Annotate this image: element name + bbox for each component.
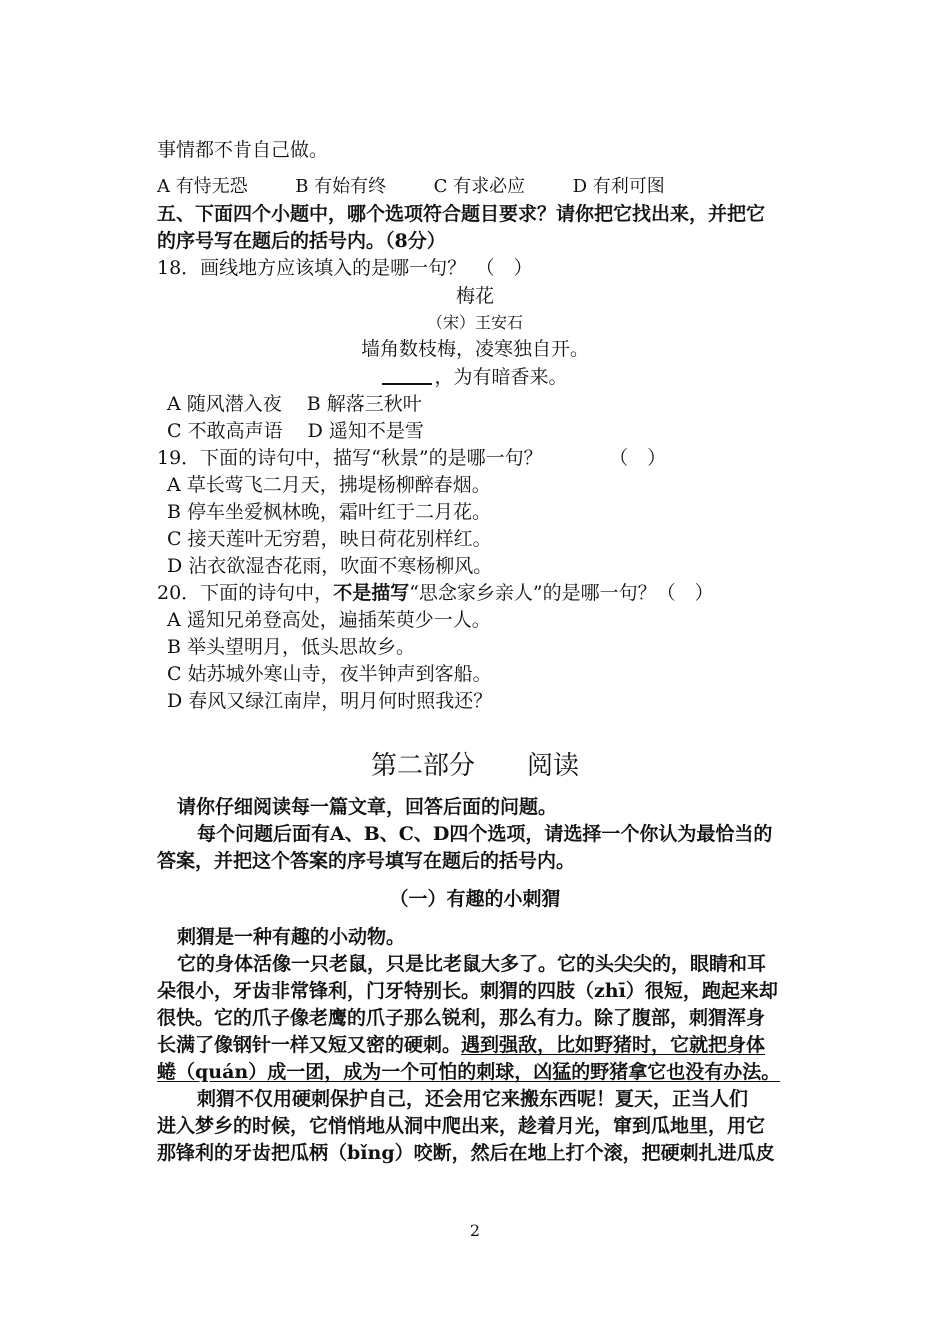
question-20 [157, 581, 714, 605]
q20-option-d: D 春风又绿江南岸，明月何时照我还？ [167, 690, 493, 712]
section-heading-cont: 的序号写在题后的括号内。（8分） [157, 230, 446, 252]
section-heading: 五、下面四个小题中，哪个选项符合题目要求？请你把它找出来，并把它 [157, 203, 766, 225]
option-b: B 有始有终 [295, 176, 387, 197]
q17-options [157, 175, 665, 199]
article-title: （一）有趣的小刺猬 [389, 888, 561, 910]
q18-options-ab: A 随风潜入夜 B 解落三秋叶 [167, 393, 422, 415]
poem-line: 墙角数枝梅，凌寒独自开。 [360, 338, 589, 360]
article-line: 进入梦乡的时候，它悄悄地从洞中爬出来，趁着月光，窜到瓜地里，用它 [157, 1115, 766, 1137]
part-heading: 第二部分 阅读 [370, 751, 579, 781]
question-19: 19．下面的诗句中，描写“秋景”的是哪一句？ （ ） [157, 447, 667, 469]
underlined-text: 遇到强敌，比如野猪时，它就把身体 [461, 1034, 766, 1056]
q20-option-a: A 遥知兄弟登高处，遍插茱萸少一人。 [167, 609, 491, 631]
poem-line-blank [0, 365, 950, 389]
q19-option-a: A 草长莺飞二月天，拂堤杨柳醉春烟。 [167, 474, 491, 496]
text-line: 事情都不肯自己做。 [157, 139, 329, 161]
q20-text-end: “思念家乡亲人”的是哪一句？（ ） [409, 582, 714, 604]
article-line [157, 1033, 765, 1057]
q20-option-b: B 举头望明月，低头思故乡。 [167, 636, 416, 658]
q19-option-b: B 停车坐爱枫林晚，霜叶红于二月花。 [167, 501, 492, 523]
q20-emphasis: 不是描写 [333, 582, 410, 604]
article-line: 很快。它的爪子像老鹰的爪子那么锐利，那么有力。除了腹部，刺猬浑身 [157, 1007, 766, 1029]
article-line: 那锋利的牙齿把瓜柄（bǐng）咬断，然后在地上打个滚，把硬刺扎进瓜皮 [157, 1142, 775, 1164]
instruction: 请你仔细阅读每一篇文章，回答后面的问题。 [177, 796, 558, 818]
q20-text: 20．下面的诗句中， [157, 582, 334, 604]
article-line: 它的身体活像一只老鼠，只是比老鼠大多了。它的头尖尖的，眼睛和耳 [177, 953, 767, 975]
instruction: 每个问题后面有A、B、C、D四个选项，请选择一个你认为最恰当的 [197, 823, 773, 845]
fill-blank [382, 365, 432, 385]
q19-option-d: D 沾衣欲湿杏花雨，吹面不寒杨柳风。 [167, 555, 493, 577]
option-d: D 有利可图 [572, 176, 665, 197]
poem-line-text: ，为有暗香来。 [434, 366, 568, 388]
instruction: 答案，并把这个答案的序号填写在题后的括号内。 [157, 850, 576, 872]
article-paragraph: 刺猬是一种有趣的小动物。 [177, 926, 406, 948]
question-18: 18．画线地方应该填入的是哪一句？ （ ） [157, 257, 533, 279]
option-a: A 有恃无恐 [157, 176, 248, 197]
underlined-line: 蜷（quán）成一团，成为一个可怕的刺球，凶猛的野猪拿它也没有办法。 [157, 1061, 781, 1083]
article-line: 刺猬不仅用硬刺保护自己，还会用它来搬东西呢！夏天，正当人们 [197, 1088, 749, 1110]
option-c: C 有求必应 [433, 176, 526, 197]
q19-option-c: C 接天莲叶无穷碧，映日荷花别样红。 [167, 528, 492, 550]
q18-options-cd: C 不敢高声语 D 遥知不是雪 [167, 420, 424, 442]
q20-option-c: C 姑苏城外寒山寺，夜半钟声到客船。 [167, 663, 492, 685]
article-text: 长满了像钢针一样又短又密的硬刺。 [157, 1034, 462, 1056]
article-line: 朵很小，牙齿非常锋利，门牙特别长。刺猬的四肢（zhī）很短，跑起来却 [157, 980, 778, 1002]
poem-author: （宋）王安石 [426, 313, 523, 332]
page-number: 2 [469, 1221, 481, 1240]
poem-title: 梅花 [455, 285, 494, 307]
